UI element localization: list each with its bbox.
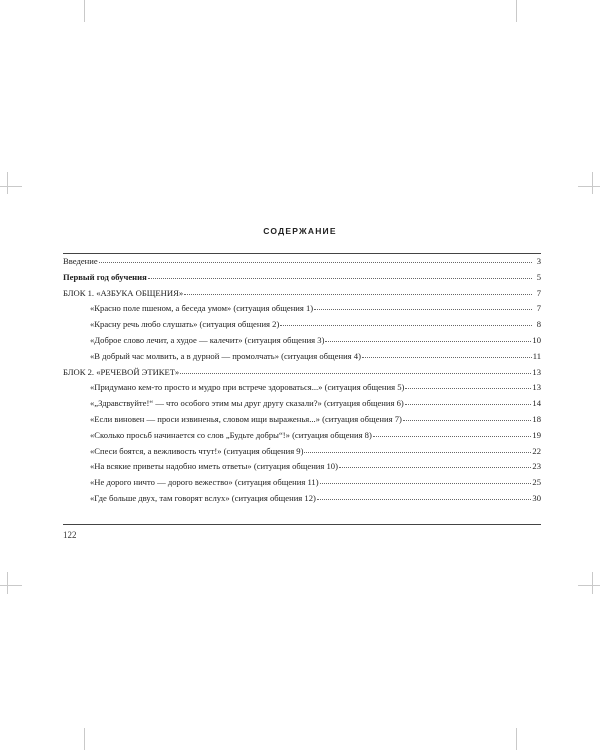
toc-entry-title: Введение <box>63 256 98 266</box>
dot-leader <box>320 482 532 484</box>
toc-entry-title: «Красну речь любо слушать» (ситуация общения 2) <box>90 319 280 330</box>
dot-leader <box>362 356 532 358</box>
dot-leader <box>405 387 531 389</box>
toc-entry-page: 23 <box>532 461 541 472</box>
crop-mark <box>7 172 8 194</box>
toc-entry[interactable] <box>63 256 541 272</box>
toc-entry-page: 10 <box>532 334 541 345</box>
crop-mark <box>0 585 22 586</box>
toc-entry-page: 13 <box>532 382 541 393</box>
dot-leader <box>180 372 531 374</box>
dot-leader <box>325 340 531 342</box>
crop-mark <box>516 0 517 22</box>
toc-entry-page: 25 <box>532 477 541 488</box>
toc-entry[interactable] <box>63 398 541 414</box>
page-title: СОДЕРЖАНИЕ <box>263 226 337 236</box>
toc-entry[interactable] <box>63 446 541 462</box>
toc-entry[interactable] <box>63 382 541 398</box>
toc-entry-page: 14 <box>532 398 541 409</box>
page-number: 122 <box>63 530 77 540</box>
toc-entry[interactable] <box>63 335 541 351</box>
toc-entry[interactable] <box>63 477 541 493</box>
toc-entry[interactable] <box>63 493 541 509</box>
toc-entry[interactable] <box>63 430 541 446</box>
toc-entry-page: 7 <box>536 287 541 298</box>
crop-mark <box>516 728 517 750</box>
toc-entry[interactable] <box>63 414 541 430</box>
toc-entry-title: «Если виновен — проси извиненья, словом ищи выраженья...» (ситуация общения 7) <box>90 413 402 424</box>
dot-leader <box>403 419 532 421</box>
dot-leader <box>314 308 532 310</box>
dot-leader <box>373 435 532 437</box>
toc-entry[interactable] <box>63 288 541 304</box>
crop-mark <box>578 186 600 187</box>
dot-leader <box>280 324 532 326</box>
toc-entry-title: БЛОК 1. «АЗБУКА ОБЩЕНИЯ» <box>63 287 184 298</box>
crop-mark <box>84 0 85 22</box>
dot-leader <box>405 403 532 405</box>
toc-entry-title: «Придумано кем-то просто и мудро при встрече здороваться...» (ситуация общения 5) <box>90 382 405 393</box>
dot-leader <box>184 293 532 295</box>
toc-entry-title: «Красно поле пшеном, а беседа умом» (ситуация общения 1) <box>90 303 314 314</box>
toc-entry-title: «На всякие приветы надобно иметь ответы» (ситуация общения 10) <box>90 461 338 472</box>
dot-leader <box>148 277 532 279</box>
toc-entry-title: «Спеси боятся, а вежливость чтут!» (ситуация общения 9) <box>90 445 304 456</box>
crop-mark <box>84 728 85 750</box>
toc-entry-page: 18 <box>532 413 541 424</box>
toc-entry[interactable] <box>63 461 541 477</box>
toc-entry[interactable] <box>63 367 541 383</box>
toc-entry-title: «Доброе слово лечит, а худое — калечит» (ситуация общения 3) <box>90 334 325 345</box>
bottom-rule <box>63 524 541 525</box>
toc-entry-page: 5 <box>536 271 541 282</box>
toc-entry-title: «Сколько просьб начинается со слов „Будьте добры“!» (ситуация общения 8) <box>90 429 372 440</box>
toc-entry[interactable] <box>63 303 541 319</box>
toc-entry-page: 8 <box>536 319 541 330</box>
toc-entry-page: 13 <box>532 366 541 377</box>
toc-entry-title: Первый год обучения <box>63 271 147 282</box>
toc-entry-page: 11 <box>532 350 541 361</box>
crop-mark <box>0 186 22 187</box>
crop-mark <box>7 572 8 594</box>
toc-entry-page: 30 <box>532 492 541 503</box>
toc-entry-page: 3 <box>536 256 541 266</box>
dot-leader <box>339 466 531 468</box>
toc-entry-page: 22 <box>532 445 541 456</box>
dot-leader <box>304 451 531 453</box>
toc-entry[interactable] <box>63 272 541 288</box>
crop-mark <box>578 585 600 586</box>
toc-entry-title: «В добрый час молвить, а в дурной — промолчать» (ситуация общения 4) <box>90 350 361 361</box>
crop-mark <box>592 572 593 594</box>
toc-entry-page: 7 <box>536 303 541 314</box>
toc-entry-title: «Не дорого ничто — дорого вежество» (ситуация общения 11) <box>90 477 319 488</box>
dot-leader <box>317 498 532 500</box>
toc-entry[interactable] <box>63 351 541 367</box>
toc-entry-title: «Где больше двух, там говорят вслух» (ситуация общения 12) <box>90 492 316 503</box>
toc-entry-title: «„Здравствуйте!“ — что особого этим мы друг другу сказали?» (ситуация общения 6) <box>90 398 404 409</box>
dot-leader <box>99 261 532 263</box>
toc-entry[interactable] <box>63 319 541 335</box>
top-rule <box>63 253 541 254</box>
crop-mark <box>592 172 593 194</box>
table-of-contents <box>63 256 541 509</box>
toc-entry-page: 19 <box>532 429 541 440</box>
toc-entry-title: БЛОК 2. «РЕЧЕВОЙ ЭТИКЕТ» <box>63 366 180 377</box>
